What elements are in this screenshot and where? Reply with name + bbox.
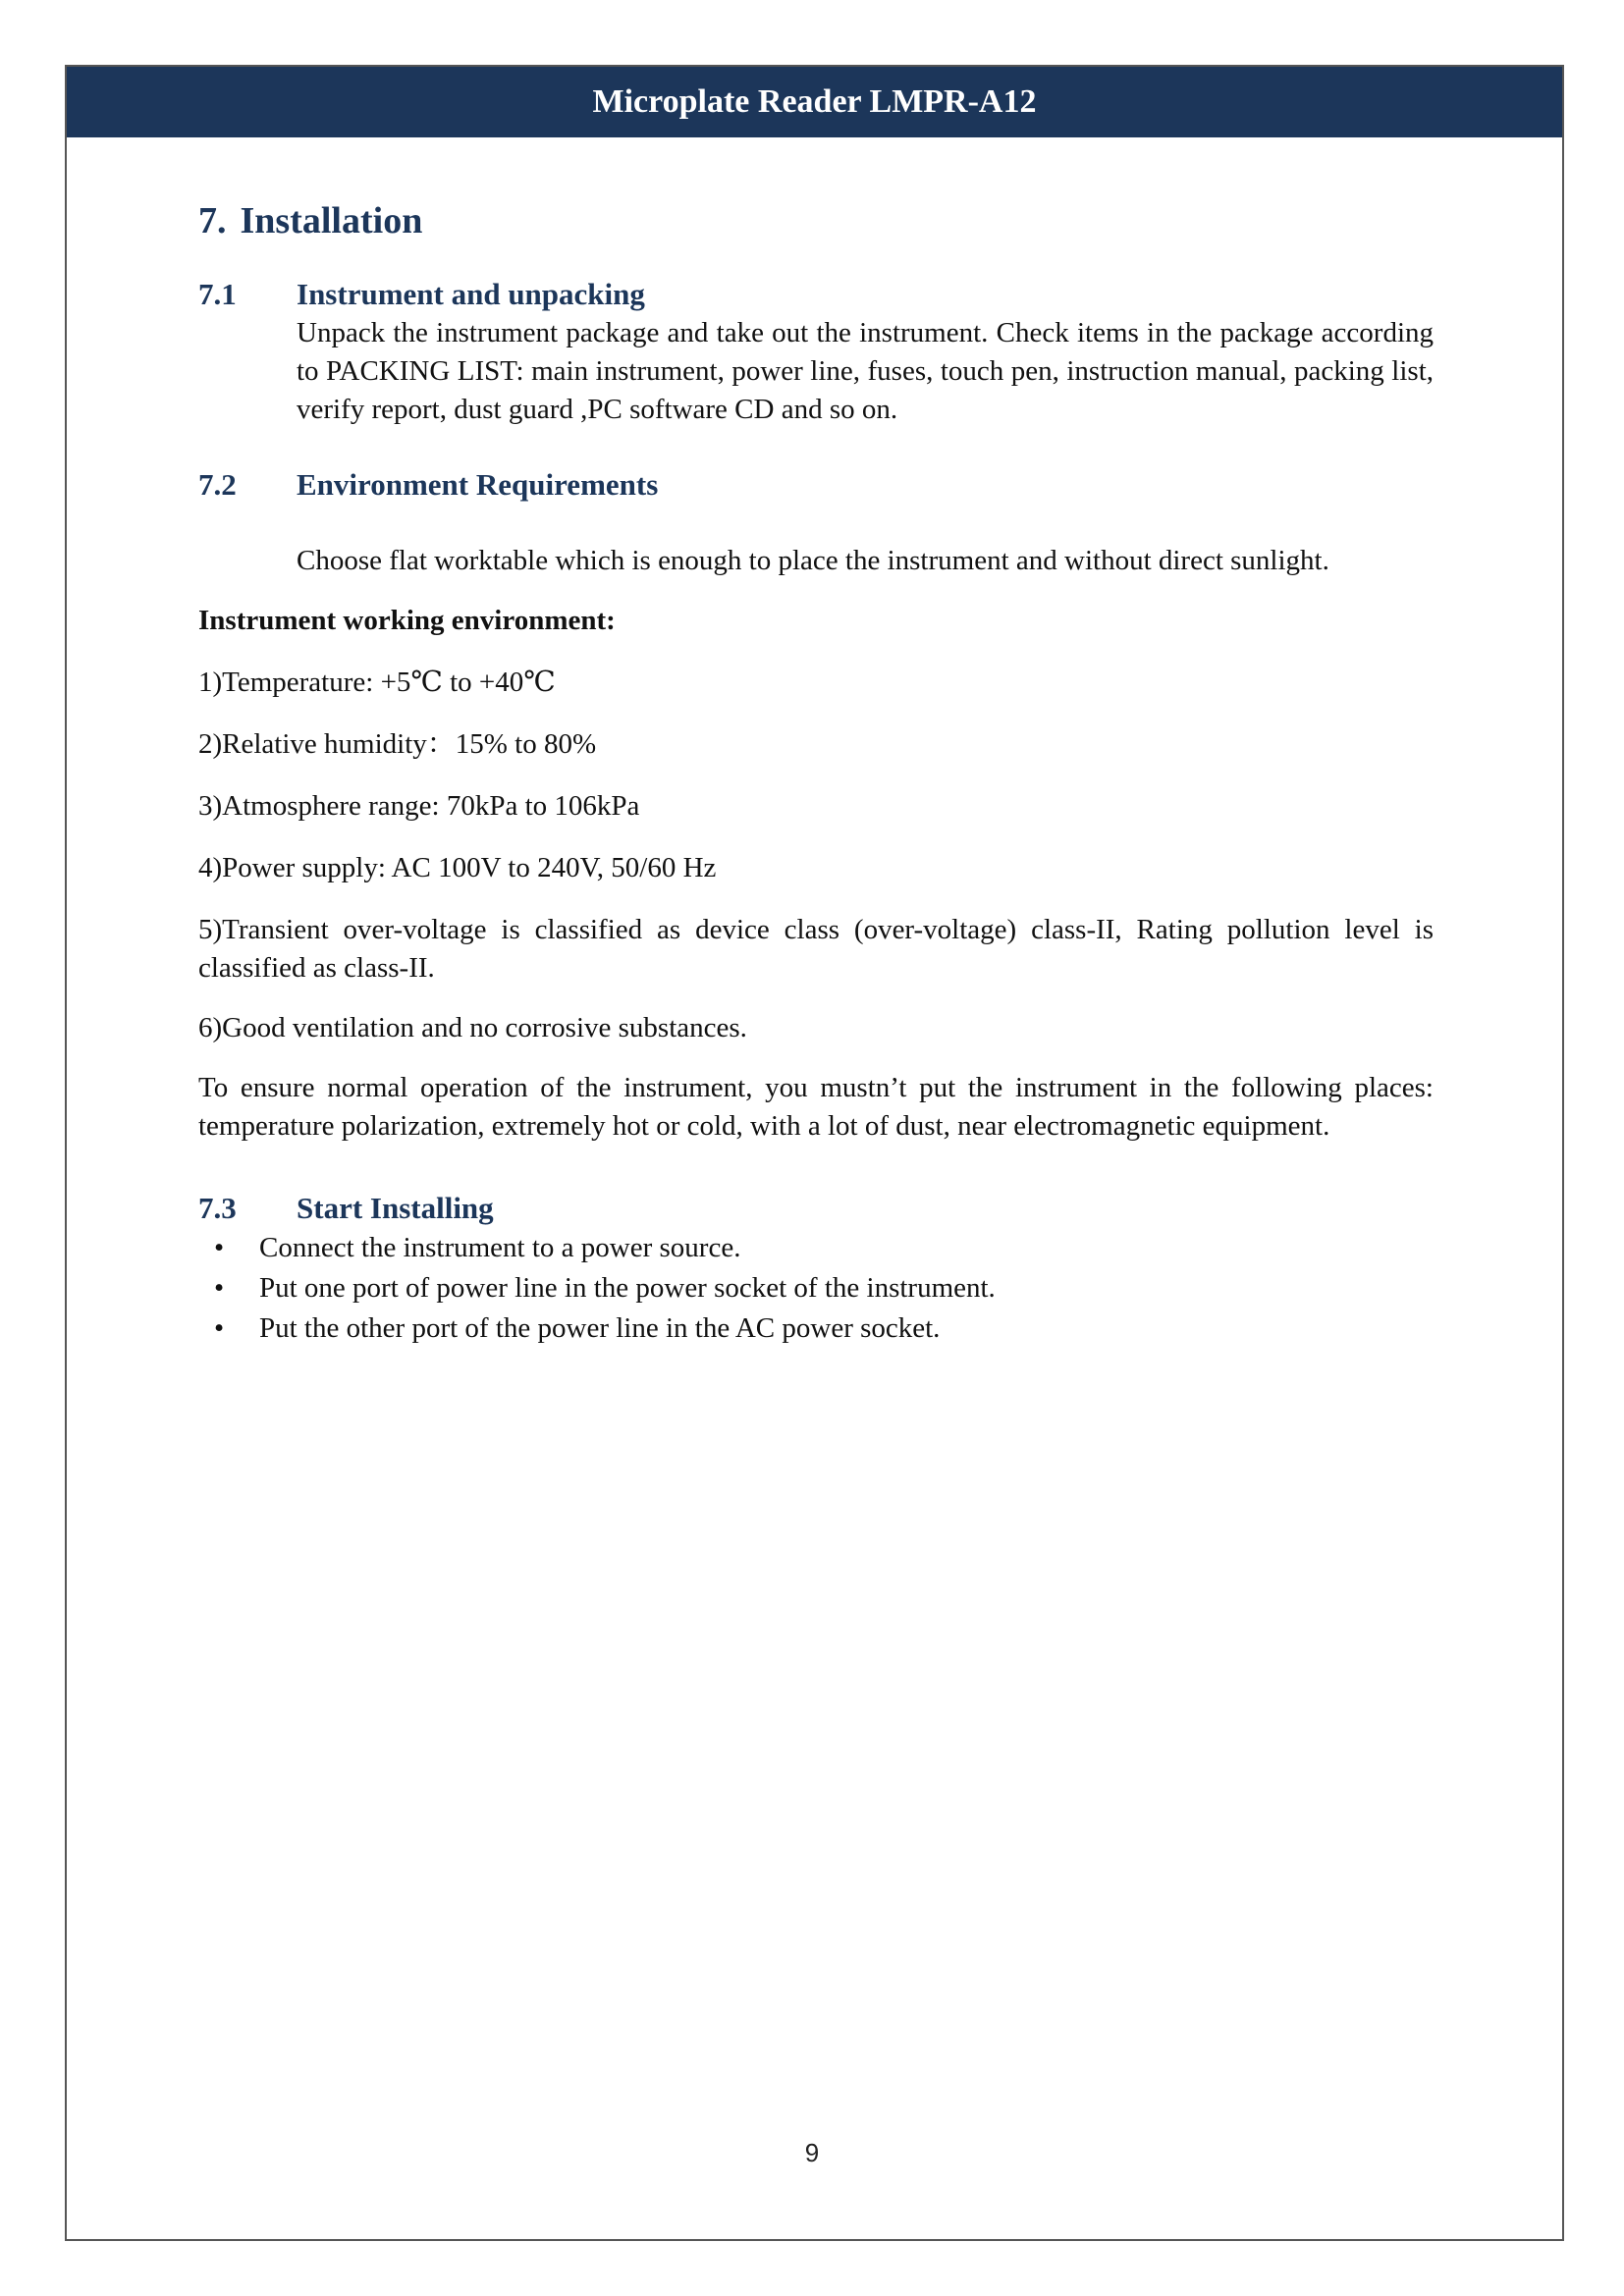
- subsection-number: 7.3: [198, 1191, 237, 1225]
- install-steps-list: [198, 1228, 1434, 1349]
- subsection-7-2-heading: [198, 465, 1434, 505]
- subsection-number: 7.2: [198, 467, 237, 502]
- section-title: Installation: [240, 200, 423, 241]
- environment-item: 6)Good ventilation and no corrosive substances.: [198, 1012, 747, 1043]
- environment-heading: Instrument working environment:: [198, 605, 616, 636]
- subsection-title: Environment Requirements: [297, 467, 659, 502]
- subsection-7-1-body: Unpack the instrument package and take out the instrument. Check items in the package according to PACKING LIST: main instrument, power line, fuses, touch pen, instruction manual, packing list, verify report, dust guard ,PC software CD and so on.: [297, 317, 1434, 425]
- list-item: [198, 1308, 1434, 1349]
- environment-item: 1)Temperature: +5℃ to +40℃: [198, 667, 556, 698]
- environment-item: 4)Power supply: AC 100V to 240V, 50/60 Hz: [198, 852, 717, 883]
- bullet-icon: •: [214, 1312, 225, 1344]
- bullet-icon: •: [214, 1232, 225, 1263]
- subsection-7-2-body: Choose flat worktable which is enough to place the instrument and without direct sunlight.: [297, 545, 1329, 576]
- page-number: 9: [804, 2138, 820, 2167]
- list-item: [198, 1268, 1434, 1308]
- subsection-title: Start Installing: [297, 1191, 494, 1225]
- environment-item: 3)Atmosphere range: 70kPa to 106kPa: [198, 790, 640, 822]
- list-item: [198, 1228, 1434, 1268]
- subsection-title: Instrument and unpacking: [297, 277, 645, 311]
- subsection-7-1-heading: [198, 275, 1434, 314]
- page-content: [198, 196, 1434, 1349]
- subsection-number: 7.1: [198, 277, 237, 311]
- list-item-text: Put one port of power line in the power socket of the instrument.: [259, 1272, 996, 1304]
- list-item-text: Connect the instrument to a power source.: [259, 1232, 741, 1263]
- bullet-icon: •: [214, 1272, 225, 1304]
- document-header: [67, 67, 1562, 137]
- list-item-text: Put the other port of the power line in the AC power socket.: [259, 1312, 941, 1344]
- environment-item: 5)Transient over-voltage is classified as device class (over-voltage) class-II, Rating pollution level is classified as class-II.: [198, 914, 1434, 984]
- section-heading: [198, 196, 1434, 245]
- environment-item: 2)Relative humidity：15% to 80%: [198, 728, 597, 760]
- section-number: 7.: [198, 200, 227, 241]
- placement-note: To ensure normal operation of the instrument, you mustn’t put the instrument in the following places: temperature polarization, extremely hot or cold, with a lot of dust, near electromagnetic equipment.: [198, 1072, 1434, 1142]
- document-title: Microplate Reader LMPR-A12: [592, 83, 1037, 120]
- subsection-7-3-heading: [198, 1189, 1434, 1228]
